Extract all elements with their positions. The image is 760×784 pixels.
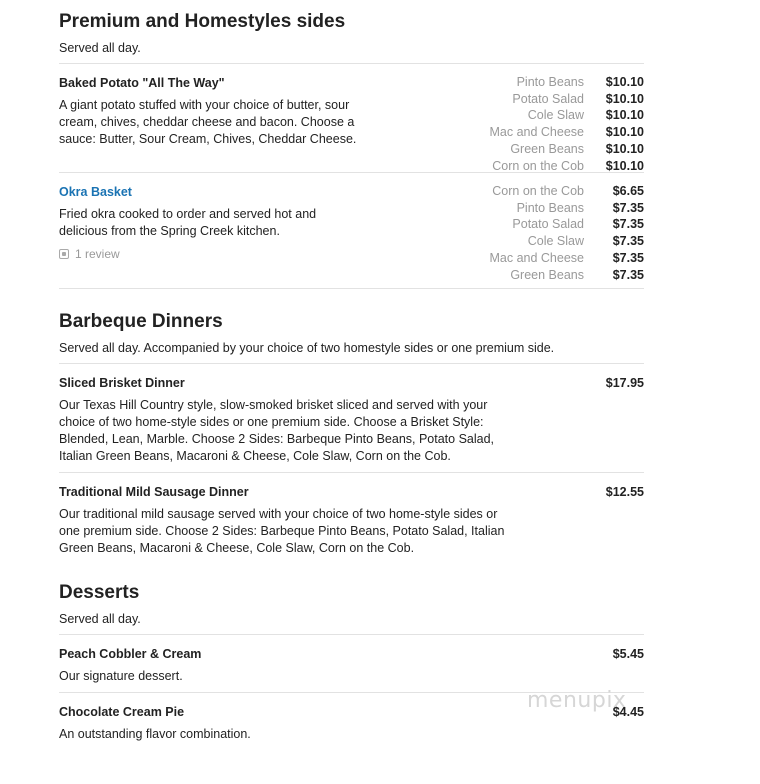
option-price: $7.35 <box>612 217 644 232</box>
price-option <box>464 200 644 217</box>
price-option <box>464 158 644 175</box>
option-price: $10.10 <box>605 91 644 106</box>
price-option <box>464 183 644 200</box>
option-label: Corn on the Cob <box>492 184 584 198</box>
option-price: $6.65 <box>612 184 644 198</box>
option-label: Potato Salad <box>512 91 584 106</box>
option-price: $7.35 <box>612 234 644 249</box>
item-name: Peach Cobbler & Cream <box>59 647 202 661</box>
item-description: Our signature dessert. <box>59 669 183 683</box>
price-option <box>464 124 644 141</box>
option-price: $7.35 <box>612 200 644 215</box>
option-label: Pinto Beans <box>516 75 584 89</box>
price-option <box>464 141 644 158</box>
section-title: Desserts <box>59 582 140 603</box>
option-label: Green Beans <box>510 141 584 156</box>
item-name: Baked Potato "All The Way" <box>59 76 225 90</box>
price-option <box>464 91 644 108</box>
price-option <box>464 74 644 91</box>
price-option <box>464 250 644 267</box>
item-price: $4.45 <box>612 705 644 719</box>
section-desserts <box>59 581 644 741</box>
menu-item <box>59 173 644 289</box>
option-label: Pinto Beans <box>516 200 584 215</box>
option-label: Green Beans <box>510 267 584 282</box>
item-description: Fried okra cooked to order and served hot and delicious from the Spring Creek kitchen. <box>59 207 317 238</box>
menu-item <box>59 364 644 473</box>
item-description: An outstanding flavor combination. <box>59 727 251 741</box>
item-name: Chocolate Cream Pie <box>59 705 185 719</box>
menu-item <box>59 635 644 693</box>
menu-item <box>59 64 644 173</box>
option-price: $7.35 <box>612 267 644 282</box>
price-options <box>464 74 644 174</box>
option-price: $10.10 <box>605 125 644 140</box>
review-icon <box>59 249 69 259</box>
watermark-logo: menupix <box>527 688 627 713</box>
section-subtitle: Served all day. Accompanied by your choice of two homestyle sides or one premium side. <box>59 341 555 355</box>
price-option <box>464 233 644 250</box>
item-description: A giant potato stuffed with your choice of butter, sour cream, chives, cheddar cheese and bacon. Choose a sauce: Butter, Sour Cream, Chives, Cheddar Cheese. <box>59 98 357 146</box>
option-label: Potato Salad <box>512 217 584 232</box>
item-price: $12.55 <box>605 485 644 499</box>
section-title: Premium and Homestyles sides <box>59 11 346 32</box>
item-price: $5.45 <box>612 647 644 661</box>
price-options <box>464 183 644 283</box>
option-label: Mac and Cheese <box>489 125 584 140</box>
price-option <box>464 107 644 124</box>
item-name-link[interactable]: Okra Basket <box>59 185 132 199</box>
option-label: Cole Slaw <box>527 108 584 123</box>
option-price: $10.10 <box>605 158 644 173</box>
option-label: Cole Slaw <box>527 234 584 249</box>
option-price: $10.10 <box>605 141 644 156</box>
section-title: Barbeque Dinners <box>59 311 223 332</box>
option-price: $7.35 <box>612 250 644 265</box>
item-description: Our Texas Hill Country style, slow-smoked brisket sliced and served with your choice of two home-style sides or one premium side. Choose a Brisket Style: Blended, Lean, Marble. Choose 2 Sides: Barbeque Pinto Beans, Potato Salad, Italian Green Beans, Macaroni & Cheese, Cole Slaw, Corn on the Cob. <box>59 398 495 463</box>
option-label: Corn on the Cob <box>492 158 584 173</box>
option-price: $10.10 <box>605 108 644 123</box>
item-name: Traditional Mild Sausage Dinner <box>59 485 249 499</box>
item-price: $17.95 <box>605 376 644 390</box>
option-price: $10.10 <box>605 75 644 89</box>
section-barbeque-dinners <box>59 310 644 564</box>
item-description: Our traditional mild sausage served with your choice of two home-style sides or one premium side. Choose 2 Sides: Barbeque Pinto Beans, Potato Salad, Italian Green Beans, Macaroni & Cheese, Cole Slaw, Corn on the Cob. <box>59 507 505 555</box>
section-subtitle: Served all day. <box>59 612 141 626</box>
section-subtitle: Served all day. <box>59 41 141 55</box>
option-label: Mac and Cheese <box>489 250 584 265</box>
item-name: Sliced Brisket Dinner <box>59 376 185 390</box>
price-option <box>464 267 644 284</box>
review-count: 1 review <box>75 247 120 261</box>
price-option <box>464 216 644 233</box>
menu-item <box>59 473 644 564</box>
section-premium-sides <box>59 10 644 289</box>
